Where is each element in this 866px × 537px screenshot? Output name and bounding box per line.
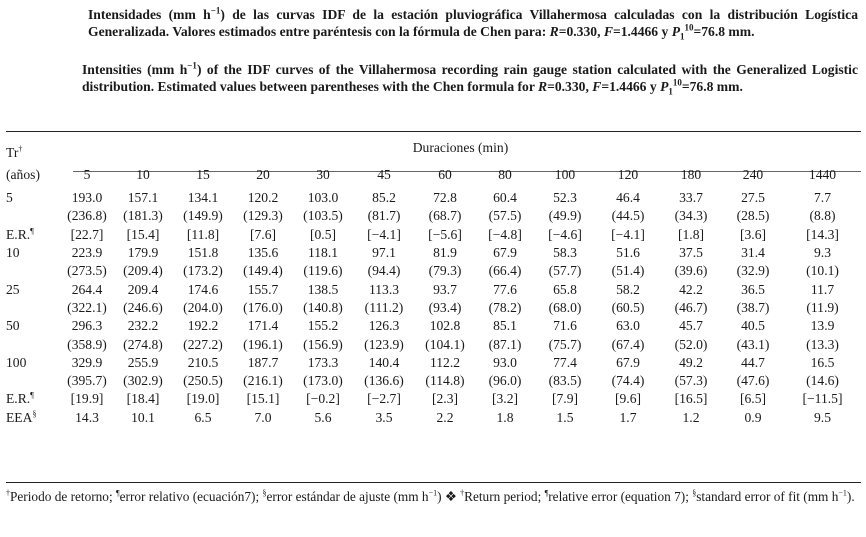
table-row <box>6 409 861 427</box>
table-cell: 72.8 <box>433 190 457 206</box>
table-cell: (302.9) <box>123 373 163 389</box>
caption-label <box>6 6 88 23</box>
table-cell: 77.6 <box>493 281 517 297</box>
table-cell: [19.9] <box>70 391 104 407</box>
table-cell: (68.0) <box>548 299 582 315</box>
table-cell: (176.0) <box>243 299 283 315</box>
table-cell: (8.8) <box>809 208 836 224</box>
table-cell: 157.1 <box>127 190 159 206</box>
duration-header-cell: 240 <box>742 167 764 182</box>
table-cell: (66.4) <box>488 263 522 279</box>
table-cell: 140.4 <box>368 354 400 370</box>
idf-intensity-table <box>6 135 861 427</box>
table-cell: 93.0 <box>493 354 517 370</box>
table-cell: (274.8) <box>123 336 163 352</box>
table-row <box>6 207 861 225</box>
table-cell: [22.7] <box>70 226 104 242</box>
table-cell: 1.7 <box>619 409 637 425</box>
table-cell: 31.4 <box>741 245 765 261</box>
table-cell: 97.1 <box>372 245 396 261</box>
table-cell: 174.6 <box>187 281 219 297</box>
table-cell: 46.4 <box>616 190 640 206</box>
table-row <box>6 335 861 353</box>
table-cell: 155.2 <box>307 318 339 334</box>
row-stub: 25 <box>6 281 20 297</box>
table-cell: 232.2 <box>127 318 159 334</box>
table-cell: [−5.6] <box>428 226 462 242</box>
table-cell: 51.6 <box>616 245 640 261</box>
table-cell: 120.2 <box>247 190 279 206</box>
table-row <box>6 189 861 207</box>
table-top-rule <box>6 131 861 132</box>
table-cell: (104.1) <box>425 336 465 352</box>
table-cell: 13.9 <box>810 318 835 334</box>
table-cell: (136.6) <box>364 373 404 389</box>
row-stub <box>6 207 60 225</box>
table-cell: [15.1] <box>246 391 280 407</box>
table-cell: (250.5) <box>183 373 223 389</box>
table-cell: (173.2) <box>183 263 223 279</box>
table-cell: 11.7 <box>810 281 835 297</box>
duration-header-cell: 45 <box>377 167 391 182</box>
table-cell: (156.9) <box>303 336 343 352</box>
table-cell: 126.3 <box>368 318 400 334</box>
table-cell: (111.2) <box>364 299 404 315</box>
table-cell: 210.5 <box>187 354 219 370</box>
duration-header-cell: 60 <box>438 167 452 182</box>
table-cell: 135.6 <box>247 245 279 261</box>
table-cell: [0.5] <box>309 226 337 242</box>
table-cell: (57.5) <box>488 208 522 224</box>
table-cell: (181.3) <box>123 208 163 224</box>
table-cell: 102.8 <box>429 318 461 334</box>
table-cell: 1.2 <box>682 409 700 425</box>
table-cell: 138.5 <box>307 281 339 297</box>
table-cell: 71.6 <box>553 318 577 334</box>
table-cell: 40.5 <box>741 318 765 334</box>
table-cell: 192.2 <box>187 318 219 334</box>
table-cell: (149.9) <box>183 208 223 224</box>
table-cell: [15.4] <box>126 226 160 242</box>
table-cell: 27.5 <box>741 190 765 206</box>
table-cell: 113.3 <box>368 281 400 297</box>
row-stub: E.R.¶ <box>6 390 34 407</box>
table-cell: 103.0 <box>307 190 339 206</box>
row-stub: 5 <box>6 190 13 206</box>
table-cell: [1.8] <box>677 226 705 242</box>
table-cell: (47.6) <box>736 373 770 389</box>
table-row <box>6 262 861 280</box>
table-cell: (114.8) <box>425 373 465 389</box>
duration-header-cell: 100 <box>554 167 576 182</box>
table-cell: 151.8 <box>187 245 219 261</box>
table-cell: [−2.7] <box>367 391 401 407</box>
table-cell: [9.6] <box>614 391 642 407</box>
table-row <box>6 299 861 317</box>
table-cell: (51.4) <box>611 263 645 279</box>
durations-header: Duraciones (min) <box>412 140 509 155</box>
table-cell: [−4.6] <box>548 226 582 242</box>
table-row <box>6 280 861 298</box>
table-cell: 209.4 <box>127 281 159 297</box>
table-cell: 58.2 <box>616 281 640 297</box>
table-cell: (149.4) <box>243 263 283 279</box>
table-cell: (44.5) <box>611 208 645 224</box>
table-cell: (39.6) <box>674 263 708 279</box>
table-row <box>6 244 861 262</box>
table-cell: (273.5) <box>67 263 107 279</box>
duration-header-cell: 30 <box>316 167 330 182</box>
table-cell: (236.8) <box>67 208 107 224</box>
duration-header-cell: 120 <box>617 167 639 182</box>
table-cell: (67.4) <box>611 336 645 352</box>
table-cell: 36.5 <box>741 281 765 297</box>
table-cell: [11.8] <box>186 226 220 242</box>
table-cell: (52.0) <box>674 336 708 352</box>
table-cell: (28.5) <box>736 208 770 224</box>
table-cell: 179.9 <box>127 245 159 261</box>
table-cell: 77.4 <box>553 354 577 370</box>
duration-header-cell: 10 <box>136 167 150 182</box>
table-cell: 155.7 <box>247 281 279 297</box>
table-cell: 329.9 <box>71 354 103 370</box>
table-cell: (60.5) <box>611 299 645 315</box>
row-stub: 100 <box>6 354 27 370</box>
table-cell: 44.7 <box>741 354 765 370</box>
table-cell: (140.8) <box>303 299 343 315</box>
table-cell: 223.9 <box>71 245 103 261</box>
row-stub: EEA§ <box>6 409 37 425</box>
table-cell: (204.0) <box>183 299 223 315</box>
table-cell: [−0.2] <box>306 391 340 407</box>
table-cell: (46.7) <box>674 299 708 315</box>
table-cell: 171.4 <box>247 318 279 334</box>
caption-label <box>6 61 82 78</box>
table-cell: 1.5 <box>556 409 574 425</box>
caption-english: Intensities (mm $h^{-1}$) of the IDF curves of the Villahermosa recording rain gauge station calculated with the Generalized Logistic distribution. Estimated values between parentheses with the Chen formula for R=0.330, F=1.4466 y $P_1^{10}=76.8$ mm. <box>6 61 858 95</box>
table-cell: (38.7) <box>736 299 770 315</box>
table-cell: 7.0 <box>254 409 272 425</box>
table-bottom-rule <box>6 482 861 483</box>
row-stub: E.R.¶ <box>6 226 34 242</box>
table-cell: 7.7 <box>814 190 831 206</box>
table-cell: (94.4) <box>367 263 401 279</box>
table-cell: 112.2 <box>429 354 461 370</box>
table-cell: [−11.5] <box>802 391 843 407</box>
stub-header-years: (años) <box>6 167 40 182</box>
table-cell: (93.4) <box>428 299 462 315</box>
table-cell: (13.3) <box>806 336 839 352</box>
table-cell: 264.4 <box>71 281 103 297</box>
table-cell: (173.0) <box>303 373 343 389</box>
table-cell: (322.1) <box>67 299 107 315</box>
table-cell: [2.3] <box>431 391 459 407</box>
table-cell: 296.3 <box>71 318 103 334</box>
caption-spanish: Intensidades (mm $h^{-1}$) de las curvas IDF de la estación pluviográfica Villahermosa calculadas con la distribución Logística Generalizada. Valores estimados entre paréntesis con la fórmula de Chen para: R=0.330, F=1.4466 y $P_1^{10}=76.8$ mm. <box>6 6 858 40</box>
table-cell: (358.9) <box>67 336 107 352</box>
row-stub: 50 <box>6 318 20 334</box>
table-cell: 16.5 <box>810 354 835 370</box>
duration-header-cell: 180 <box>680 167 702 182</box>
table-cell: 0.9 <box>744 409 762 425</box>
table-cell: 134.1 <box>187 190 219 206</box>
table-cell: 1.8 <box>496 409 514 425</box>
row-stub <box>6 372 60 390</box>
table-cell: (74.4) <box>611 373 645 389</box>
table-cell: [7.9] <box>551 391 579 407</box>
table-cell: (57.3) <box>674 373 708 389</box>
table-cell: 33.7 <box>679 190 703 206</box>
table-cell: (75.7) <box>548 336 582 352</box>
table-footnote: †Periodo de retorno; ¶error relativo (ecuación7); §error estándar de ajuste (mm $h^{-1}$) ❖ †Return period; ¶relative error (equation 7); §standard error of fit (mm $h^{-1}$). <box>6 488 855 504</box>
table-cell: 118.1 <box>307 245 339 261</box>
table-cell: 2.2 <box>436 409 454 425</box>
table-cell: [14.3] <box>806 226 839 242</box>
table-cell: 65.8 <box>553 281 577 297</box>
table-cell: [−4.8] <box>488 226 522 242</box>
table-cell: 63.0 <box>616 318 640 334</box>
table-row <box>6 226 861 244</box>
table-cell: 49.2 <box>679 354 703 370</box>
duration-header-cell: 20 <box>256 167 270 182</box>
table-cell: (227.2) <box>183 336 223 352</box>
table-cell: 81.9 <box>433 245 457 261</box>
table-cell: [6.5] <box>739 391 767 407</box>
duration-header-cell: 1440 <box>808 167 837 182</box>
table-cell: (34.3) <box>674 208 708 224</box>
row-stub: 10 <box>6 245 20 261</box>
table-row <box>6 372 861 390</box>
row-stub <box>6 262 60 280</box>
row-stub <box>6 299 60 317</box>
table-cell: [19.0] <box>186 391 220 407</box>
table-cell: (49.9) <box>548 208 582 224</box>
table-cell: [7.6] <box>249 226 277 242</box>
table-cell: (78.2) <box>488 299 522 315</box>
table-cell: 14.3 <box>75 409 99 425</box>
duration-header-cell: 15 <box>196 167 210 182</box>
table-cell: (68.7) <box>428 208 462 224</box>
duration-header-cell: 80 <box>498 167 512 182</box>
table-cell: 93.7 <box>433 281 457 297</box>
table-cell: (14.6) <box>806 373 839 389</box>
table-cell: 3.5 <box>375 409 393 425</box>
table-cell: (123.9) <box>364 336 404 352</box>
row-stub <box>6 335 60 353</box>
table-cell: 6.5 <box>194 409 212 425</box>
table-cell: (196.1) <box>243 336 283 352</box>
table-cell: (87.1) <box>488 336 522 352</box>
table-cell: 85.2 <box>372 190 396 206</box>
table-cell: (129.3) <box>243 208 283 224</box>
table-cell: 45.7 <box>679 318 703 334</box>
stub-header-tr: Tr† <box>6 144 23 160</box>
table-cell: (79.3) <box>428 263 462 279</box>
table-cell: (209.4) <box>123 263 163 279</box>
table-row <box>6 354 861 372</box>
table-cell: (246.6) <box>123 299 163 315</box>
table-cell: (43.1) <box>736 336 770 352</box>
table-cell: 60.4 <box>493 190 517 206</box>
table-cell: [16.5] <box>674 391 708 407</box>
table-cell: 193.0 <box>71 190 103 206</box>
table-cell: 255.9 <box>127 354 159 370</box>
table-row <box>6 317 861 335</box>
table-cell: 9.3 <box>814 245 831 261</box>
table-cell: 187.7 <box>247 354 279 370</box>
table-cell: [−4.1] <box>367 226 401 242</box>
table-cell: (81.7) <box>367 208 401 224</box>
table-cell: 10.1 <box>131 409 155 425</box>
table-cell: 173.3 <box>307 354 339 370</box>
table-cell: 52.3 <box>553 190 577 206</box>
table-cell: 5.6 <box>314 409 332 425</box>
table-cell: (103.5) <box>303 208 343 224</box>
table-cell: (32.9) <box>736 263 770 279</box>
table-cell: 67.9 <box>493 245 517 261</box>
table-cell: (216.1) <box>243 373 283 389</box>
table-cell: 37.5 <box>679 245 703 261</box>
table-row <box>6 390 861 408</box>
table-cell: (83.5) <box>548 373 582 389</box>
table-cell: (57.7) <box>548 263 582 279</box>
table-cell: [−4.1] <box>611 226 645 242</box>
table-cell: (395.7) <box>67 373 107 389</box>
table-cell: (11.9) <box>806 299 839 315</box>
table-cell: [3.6] <box>739 226 767 242</box>
table-cell: (119.6) <box>303 263 343 279</box>
table-cell: 67.9 <box>616 354 640 370</box>
table-cell: (10.1) <box>806 263 839 279</box>
duration-header-cell: 5 <box>83 167 91 182</box>
table-cell: 9.5 <box>814 409 831 425</box>
table-cell: [18.4] <box>126 391 160 407</box>
table-cell: 58.3 <box>553 245 577 261</box>
table-cell: 85.1 <box>493 318 517 334</box>
table-cell: [3.2] <box>491 391 519 407</box>
table-cell: (96.0) <box>488 373 522 389</box>
table-cell: 42.2 <box>679 281 703 297</box>
